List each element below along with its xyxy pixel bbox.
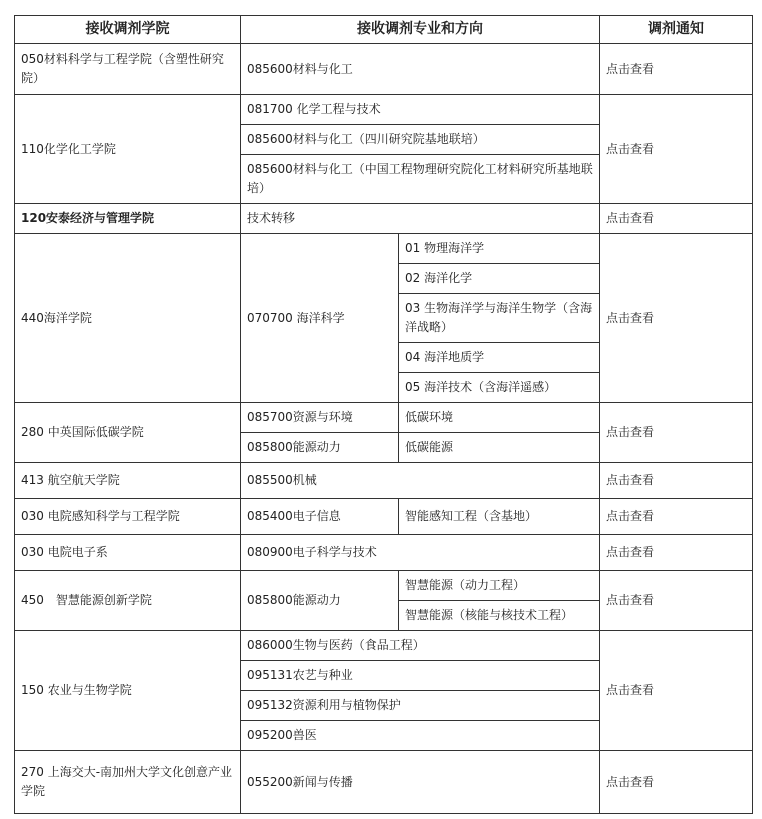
table-row (15, 751, 753, 814)
table-row (15, 535, 753, 571)
view-link[interactable]: 点击查看 (600, 463, 753, 499)
table-row (15, 631, 753, 661)
college-cell: 270 上海交大-南加州大学文化创意产业学院 (15, 751, 241, 814)
college-cell: 450 智慧能源创新学院 (15, 571, 241, 631)
table-row (15, 571, 753, 601)
direction-cell: 05 海洋技术（含海洋遥感） (399, 373, 600, 403)
direction-cell: 智能感知工程（含基地） (399, 499, 600, 535)
major-cell: 095132资源利用与植物保护 (241, 691, 600, 721)
major-cell: 095200兽医 (241, 721, 600, 751)
major-cell: 095131农艺与种业 (241, 661, 600, 691)
direction-cell: 01 物理海洋学 (399, 234, 600, 264)
view-link[interactable]: 点击查看 (600, 234, 753, 403)
view-link[interactable]: 点击查看 (600, 499, 753, 535)
header-notice: 调剂通知 (600, 16, 753, 44)
college-cell: 120安泰经济与管理学院 (15, 204, 241, 234)
college-cell: 413 航空航天学院 (15, 463, 241, 499)
view-link[interactable]: 点击查看 (600, 204, 753, 234)
table-row (15, 44, 753, 95)
direction-cell: 03 生物海洋学与海洋生物学（含海洋战略） (399, 294, 600, 343)
view-link[interactable]: 点击查看 (600, 95, 753, 204)
header-major: 接收调剂专业和方向 (241, 16, 600, 44)
table-row (15, 499, 753, 535)
table-row (15, 403, 753, 433)
direction-cell: 02 海洋化学 (399, 264, 600, 294)
major-cell: 085800能源动力 (241, 571, 399, 631)
college-cell: 280 中英国际低碳学院 (15, 403, 241, 463)
major-cell: 086000生物与医药（食品工程） (241, 631, 600, 661)
major-cell: 055200新闻与传播 (241, 751, 600, 814)
college-cell: 030 电院电子系 (15, 535, 241, 571)
view-link[interactable]: 点击查看 (600, 535, 753, 571)
direction-cell: 低碳能源 (399, 433, 600, 463)
major-cell: 085700资源与环境 (241, 403, 399, 433)
major-cell: 085500机械 (241, 463, 600, 499)
college-cell: 030 电院感知科学与工程学院 (15, 499, 241, 535)
view-link[interactable]: 点击查看 (600, 751, 753, 814)
header-college: 接收调剂学院 (15, 16, 241, 44)
table-row (15, 95, 753, 125)
direction-cell: 智慧能源（核能与核技术工程） (399, 601, 600, 631)
table-row (15, 463, 753, 499)
direction-cell: 低碳环境 (399, 403, 600, 433)
table-header (15, 16, 753, 44)
major-cell: 085800能源动力 (241, 433, 399, 463)
view-link[interactable]: 点击查看 (600, 631, 753, 751)
major-cell: 085600材料与化工 (241, 44, 600, 95)
major-cell: 081700 化学工程与技术 (241, 95, 600, 125)
direction-cell: 智慧能源（动力工程） (399, 571, 600, 601)
table-row (15, 204, 753, 234)
major-cell: 085600材料与化工（四川研究院基地联培） (241, 125, 600, 155)
table-row (15, 234, 753, 264)
college-cell: 050材料科学与工程学院（含塑性研究院） (15, 44, 241, 95)
view-link[interactable]: 点击查看 (600, 403, 753, 463)
major-cell: 085600材料与化工（中国工程物理研究院化工材料研究所基地联培） (241, 155, 600, 204)
major-cell: 080900电子科学与技术 (241, 535, 600, 571)
major-cell: 技术转移 (241, 204, 600, 234)
college-cell: 150 农业与生物学院 (15, 631, 241, 751)
major-cell: 085400电子信息 (241, 499, 399, 535)
view-link[interactable]: 点击查看 (600, 571, 753, 631)
view-link[interactable]: 点击查看 (600, 44, 753, 95)
adjustment-table (14, 15, 753, 814)
college-cell: 440海洋学院 (15, 234, 241, 403)
major-cell: 070700 海洋科学 (241, 234, 399, 403)
direction-cell: 04 海洋地质学 (399, 343, 600, 373)
college-cell: 110化学化工学院 (15, 95, 241, 204)
